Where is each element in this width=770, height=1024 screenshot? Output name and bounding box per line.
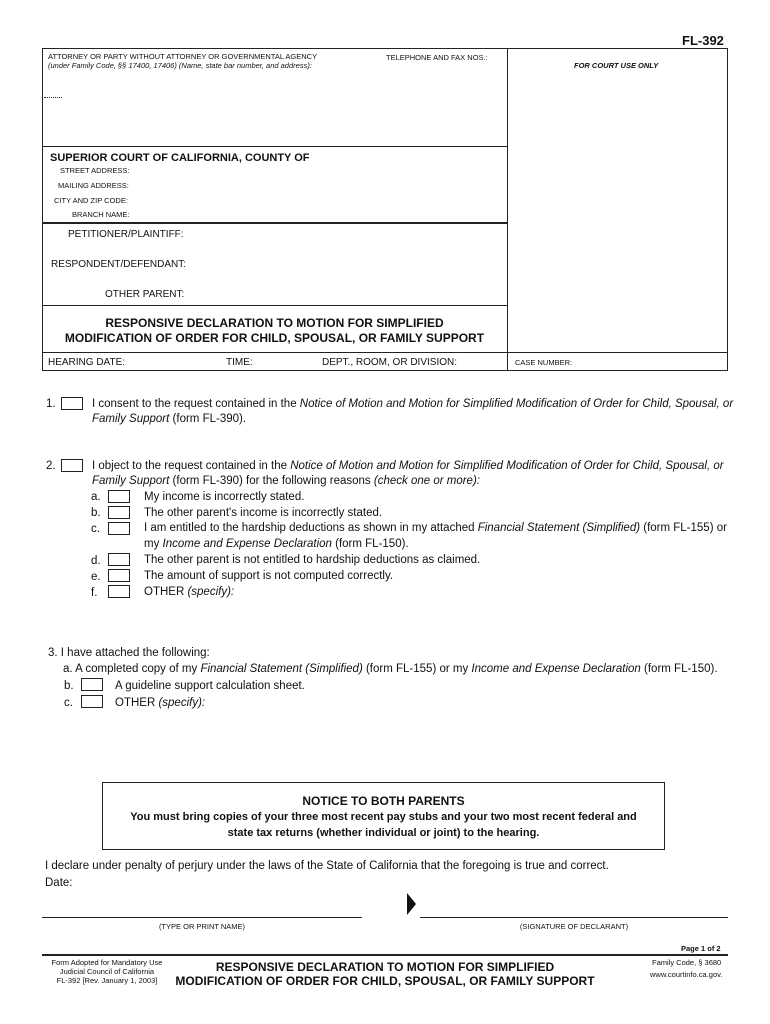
item-1-text-2: Family Support (form FL-390). (92, 413, 247, 425)
notice-line-1: You must bring copies of your three most recent pay stubs and your two most recent federal and (130, 811, 637, 823)
attorney-label: ATTORNEY OR PARTY WITHOUT ATTORNEY OR GOVERNMENTAL AGENCY (48, 52, 318, 61)
signature-label: (SIGNATURE OF DECLARANT) (519, 922, 629, 931)
footer-revision: FL-392 [Rev. January 1, 2003] (56, 976, 158, 985)
item-2a-checkbox[interactable] (108, 490, 130, 503)
item-2-text: I object to the request contained in the Notice of Motion and Motion for Simplified Modification of Order for Child, Spousal, or (92, 460, 724, 472)
petitioner-label: PETITIONER/PLAINTIFF: (68, 229, 184, 240)
item-2c-text: I am entitled to the hardship deductions as shown in my attached Financial Statement (Simplified) (form FL-155) or (144, 522, 727, 534)
item-2-number: 2. (46, 460, 56, 472)
print-name-line[interactable] (42, 917, 362, 918)
phone-label: TELEPHONE AND FAX NOS.: (386, 53, 488, 62)
item-2-text-2: Family Support (form FL-390) for the following reasons (check one or more): (92, 475, 480, 487)
item-2a-letter: a. (91, 491, 101, 503)
print-name-label: (TYPE OR PRINT NAME) (158, 922, 246, 931)
item-1-text: I consent to the request contained in the Notice of Motion and Motion for Simplified Modification of Order for Child, Spousal, or (92, 398, 734, 410)
court-use-label: FOR COURT USE ONLY (574, 61, 659, 70)
item-3b-checkbox[interactable] (81, 678, 103, 691)
form-title-2: MODIFICATION OF ORDER FOR CHILD, SPOUSAL, OR FAMILY SUPPORT (64, 331, 485, 345)
item-3b-text: A guideline support calculation sheet. (115, 680, 305, 692)
item-3c-checkbox[interactable] (81, 695, 103, 708)
item-3-text: 3. I have attached the following: (48, 647, 210, 659)
item-2f-letter: f. (91, 587, 98, 599)
signature-arrow-icon (407, 893, 416, 915)
item-2-checkbox[interactable] (61, 459, 83, 472)
mailing-label: MAILING ADDRESS: (58, 181, 129, 190)
item-3a-text: a. A completed copy of my Financial Statement (Simplified) (form FL-155) or my Income and Expense Declaration (form FL-150). (63, 663, 718, 675)
footer-website[interactable]: www.courtinfo.ca.gov. (650, 970, 723, 979)
branch-label: BRANCH NAME: (72, 210, 130, 219)
item-2d-letter: d. (91, 555, 101, 567)
attorney-sublabel: (under Family Code, §§ 17400, 17406) (Name, state bar number, and address): (48, 61, 312, 70)
item-2b-text: The other parent's income is incorrectly stated. (144, 507, 383, 519)
footer-council: Judicial Council of California (59, 967, 155, 976)
dept-label: DEPT., ROOM, OR DIVISION: (322, 357, 458, 368)
respondent-label: RESPONDENT/DEFENDANT: (51, 259, 187, 270)
item-2e-letter: e. (91, 571, 101, 583)
item-2c-checkbox[interactable] (108, 522, 130, 535)
item-2c-letter: c. (91, 523, 100, 535)
item-1-checkbox[interactable] (61, 397, 83, 410)
item-2a-text: My income is incorrectly stated. (144, 491, 305, 503)
signature-line[interactable] (420, 917, 728, 918)
footer-title-2: MODIFICATION OF ORDER FOR CHILD, SPOUSAL, OR FAMILY SUPPORT (175, 974, 595, 988)
city-label: CITY AND ZIP CODE: (54, 196, 128, 205)
case-number-label: CASE NUMBER: (515, 358, 573, 367)
court-title: SUPERIOR COURT OF CALIFORNIA, COUNTY OF (50, 152, 310, 164)
item-2b-letter: b. (91, 507, 101, 519)
item-3b-letter: b. (64, 680, 74, 692)
item-2f-checkbox[interactable] (108, 585, 130, 598)
item-2c-text-2: my Income and Expense Declaration (form FL-150). (144, 538, 409, 550)
form-title-1: RESPONSIVE DECLARATION TO MOTION FOR SIMPLIFIED (105, 316, 444, 330)
footer-code: Family Code, § 3680 (652, 958, 722, 967)
notice-line-2: state tax returns (whether individual or joint) to the hearing. (227, 827, 540, 839)
item-2d-checkbox[interactable] (108, 553, 130, 566)
item-2e-text: The amount of support is not computed correctly. (144, 570, 394, 582)
item-3c-letter: c. (64, 697, 73, 709)
footer-title-1: RESPONSIVE DECLARATION TO MOTION FOR SIMPLIFIED (215, 960, 555, 974)
hearing-date-label: HEARING DATE: (48, 357, 126, 368)
notice-title: NOTICE TO BOTH PARENTS (302, 794, 465, 808)
declaration-text: I declare under penalty of perjury under the laws of the State of California that the foregoing is true and correct. (45, 860, 609, 872)
page-number: Page 1 of 2 (681, 944, 721, 953)
other-parent-label: OTHER PARENT: (105, 289, 185, 300)
item-2d-text: The other parent is not entitled to hardship deductions as claimed. (144, 554, 481, 566)
item-3c-text: OTHER (specify): (115, 697, 206, 709)
street-label: STREET ADDRESS: (60, 166, 130, 175)
time-label: TIME: (226, 357, 253, 368)
date-label: Date: (45, 877, 73, 889)
item-2b-checkbox[interactable] (108, 506, 130, 519)
item-2f-text: OTHER (specify): (144, 586, 235, 598)
form-id: FL-392 (682, 33, 724, 48)
item-2e-checkbox[interactable] (108, 569, 130, 582)
item-1-number: 1. (46, 398, 56, 410)
footer-adopted: Form Adopted for Mandatory Use (51, 958, 163, 967)
